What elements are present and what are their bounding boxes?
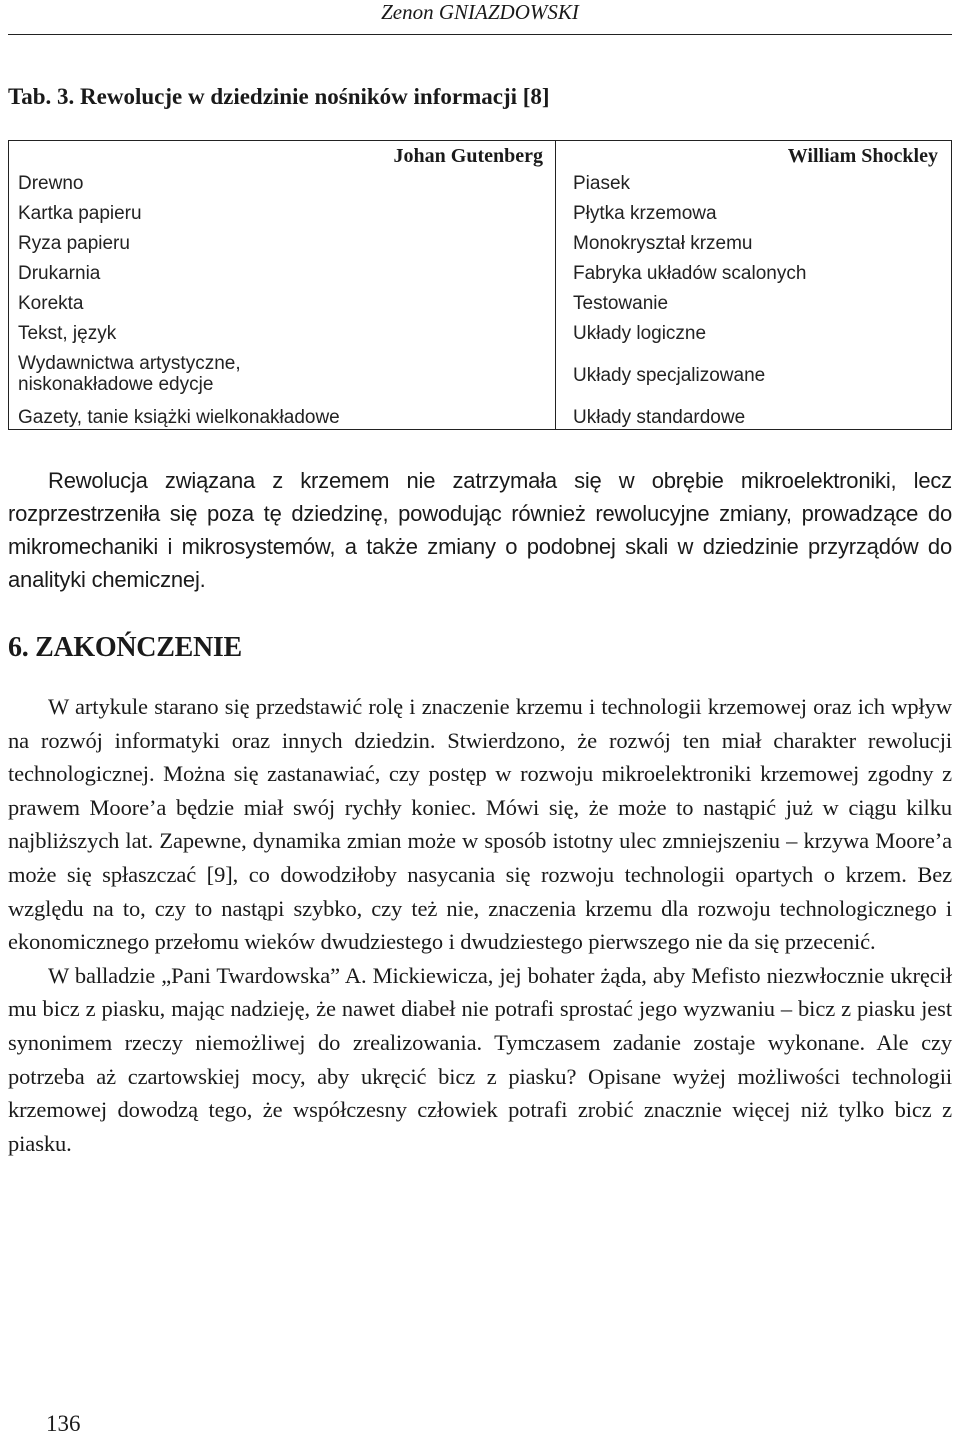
table-cell: Płytka krzemowa bbox=[573, 203, 717, 224]
section-heading: 6. ZAKOŃCZENIE bbox=[8, 632, 242, 663]
table-cell: Kartka papieru bbox=[18, 203, 142, 224]
table-cell: Gazety, tanie książki wielkonakładowe bbox=[18, 407, 340, 428]
paragraph: Rewolucja związana z krzemem nie zatrzymała się w obrębie mikroelektroniki, lecz rozprzestrzeniła się poza tę dziedzinę, powodując również rewolucyjne zmiany, prowadzące do mikromechaniki i mikrosystemów, a także zmiany o podobnej skali w dziedzinie przyrządów do analityki chemicznej. bbox=[8, 468, 952, 592]
table-cell: Układy standardowe bbox=[573, 407, 746, 428]
table-column-divider bbox=[555, 140, 556, 430]
paragraph-silicon-revolution bbox=[8, 464, 952, 596]
table-cell: Testowanie bbox=[573, 293, 669, 314]
table-cell: Korekta bbox=[18, 293, 84, 314]
right-column-heading: William Shockley bbox=[787, 145, 938, 167]
table-caption: Tab. 3. Rewolucje w dziedzinie nośników informacji [8] bbox=[8, 84, 550, 109]
table-cell: Ryza papieru bbox=[18, 233, 130, 254]
table-cell: Drukarnia bbox=[18, 263, 101, 284]
paragraph: W artykule starano się przedstawić rolę i znaczenie krzemu i technologii krzemowej oraz ich wpływ na rozwój informatyki oraz innych dziedzin. Stwierdzono, że rozwój ten miał charakter rewolucji technologicznej. Można się zastanawiać, czy postęp w rozwoju mikroelektroniki krzemowej zgodny z prawem Moore’a będzie miał swój rychły koniec. Mówi się, że może to nastąpić już w ciągu kilku najbliższych lat. Zapewne, dynamika zmian może w sposób istotny ulec zmniejszeniu – krzywa Moore’a może się spłaszczać [9], co dowodziłoby nasycania się rozwoju technologii opartych o krzem. Bez względu na to, czy to nastąpi szybko, czy też nie, znaczenia krzemu dla rozwoju technologicznego i ekonomicznego przełomu wieków dwudziestego i dwudziestego pierwszego nie da się przecenić. bbox=[8, 694, 952, 955]
table-cell: Układy logiczne bbox=[573, 323, 707, 344]
header-rule bbox=[8, 34, 952, 35]
table-cell: Wydawnictwa artystyczne, niskonakładowe edycje bbox=[18, 353, 241, 395]
conclusion-text bbox=[8, 690, 952, 1160]
page-number: 136 bbox=[46, 1411, 81, 1436]
left-column-heading: Johan Gutenberg bbox=[393, 145, 543, 167]
table-cell: Fabryka układów scalonych bbox=[573, 263, 807, 284]
table-cell: Piasek bbox=[573, 173, 631, 194]
table-cell: Monokryształ krzemu bbox=[573, 233, 753, 254]
table-cell: Układy specjalizowane bbox=[573, 365, 766, 386]
table-cell: Tekst, język bbox=[18, 323, 117, 344]
paragraph: W balladzie „Pani Twardowska” A. Mickiewicza, jej bohater żąda, aby Mefisto niezwłocznie ukręcił mu bicz z piasku, mając nadzieję, że nawet diabeł nie potrafi sprostać jego wyzwaniu – bicz z piasku jest synonimem rzeczy niemożliwej do zrealizowania. Tymczasem zadanie zostaje wykonane. Ale czy potrzeba aż czartowskiej mocy, aby ukręcić bicz z piasku? Opisane wyżej możliwości technologii krzemowej dowodzą tego, że współczesny człowiek potrafi zrobić znacznie więcej niż tylko bicz z piasku. bbox=[8, 962, 952, 1156]
table-cell: Drewno bbox=[18, 173, 84, 194]
running-head-author: Zenon GNIAZDOWSKI bbox=[381, 0, 579, 24]
